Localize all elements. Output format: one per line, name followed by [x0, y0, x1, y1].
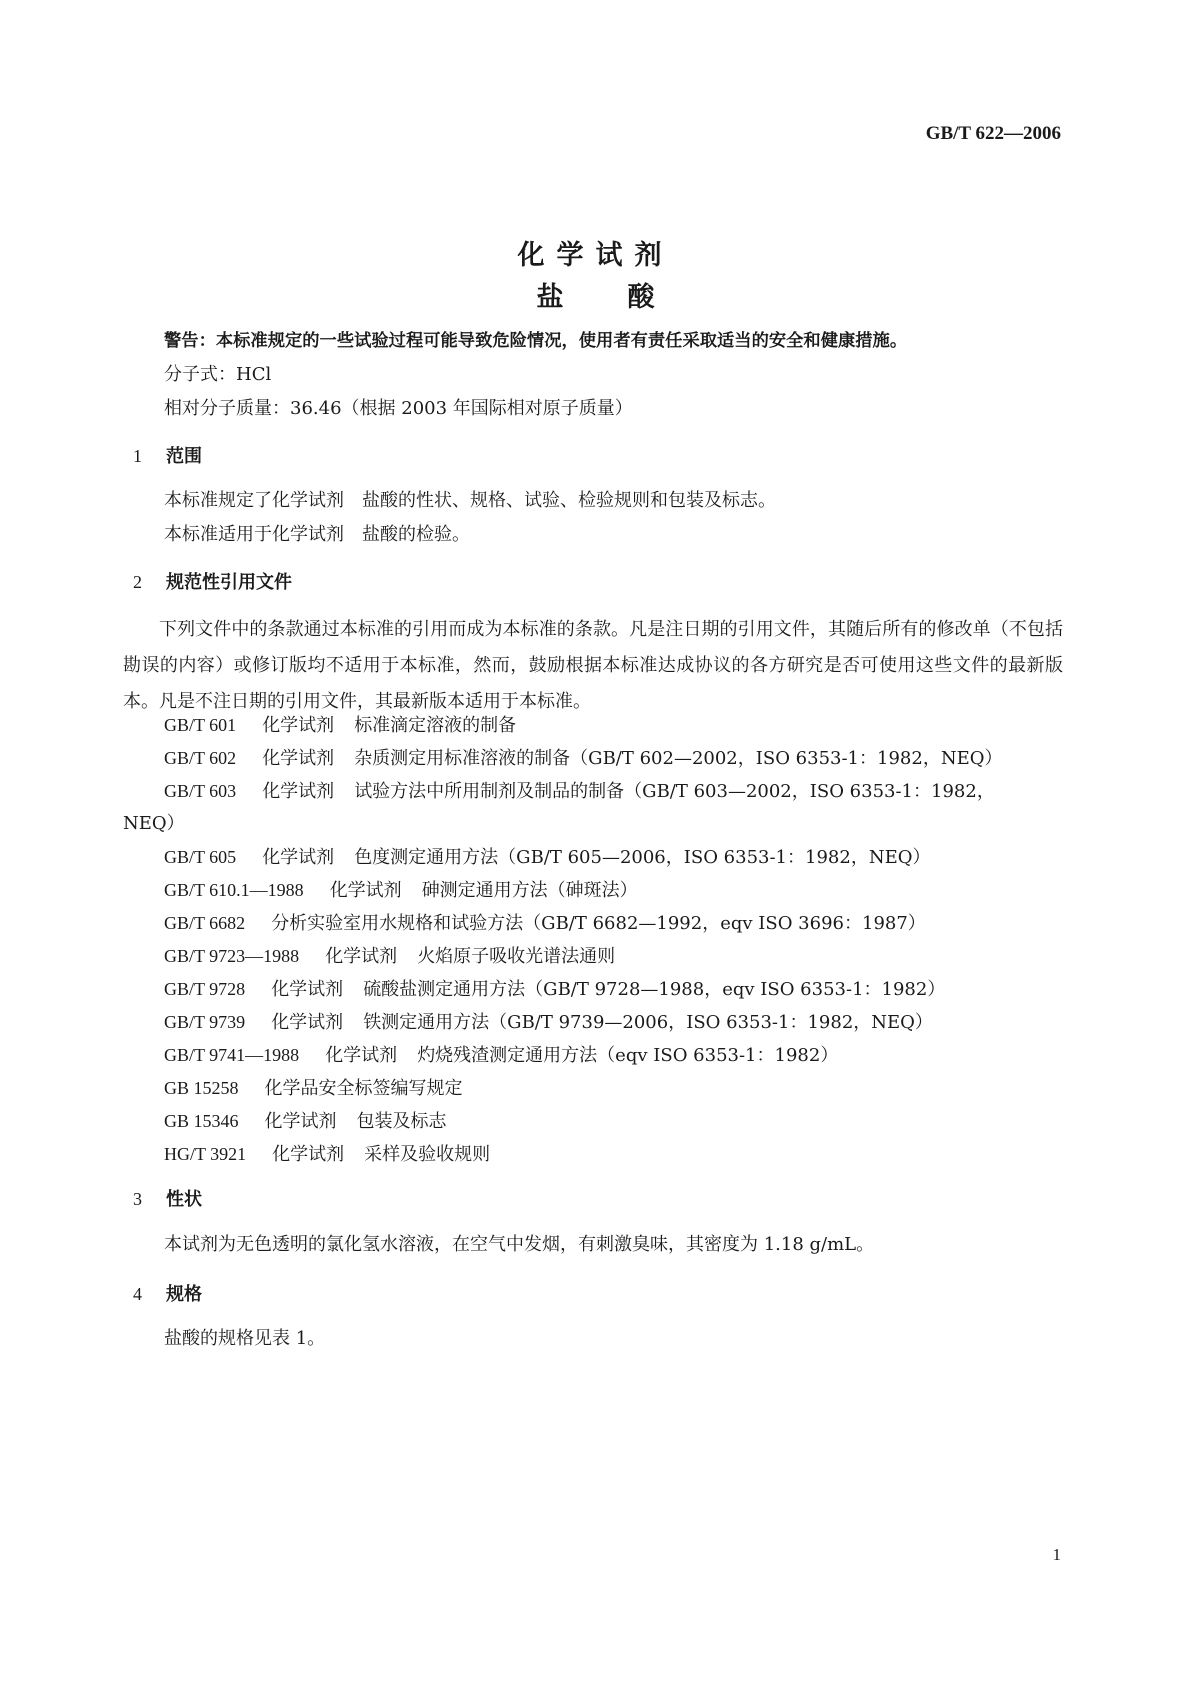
reference-item	[164, 1109, 447, 1134]
section-title: 性状	[166, 1189, 202, 1210]
subtitle-char: 酸	[627, 282, 655, 313]
reference-title: 砷测定通用方法（砷斑法）	[421, 880, 638, 901]
reference-name: 化学试剂	[262, 748, 335, 769]
reference-code: GB/T 6682	[164, 913, 246, 933]
reference-code: GB/T 9741—1988	[164, 1045, 300, 1065]
reference-code: GB 15258	[164, 1078, 239, 1098]
reference-item	[164, 1142, 490, 1167]
reference-item	[164, 779, 995, 804]
reference-title: 采样及验收规则	[364, 1144, 491, 1165]
reference-item	[164, 944, 615, 969]
section-title: 规格	[166, 1284, 202, 1305]
reference-item	[164, 1010, 933, 1035]
section-number: 4	[133, 1284, 142, 1304]
reference-item	[164, 845, 930, 870]
reference-code: GB/T 605	[164, 847, 237, 867]
reference-code: GB/T 601	[164, 715, 237, 735]
reference-code: GB/T 610.1—1988	[164, 880, 304, 900]
reference-item	[164, 713, 516, 738]
reference-code: GB/T 603	[164, 781, 237, 801]
reference-name: 化学试剂	[262, 847, 335, 868]
reference-item	[164, 878, 638, 903]
reference-title: 分析实验室用水规格和试验方法（GB/T 6682—1992，eqv ISO 3696：1987）	[271, 913, 926, 934]
reference-name: 化学试剂	[271, 1012, 344, 1033]
reference-name: 化学试剂	[329, 880, 402, 901]
molecular-formula: 分子式：HCl	[164, 364, 272, 385]
reference-code: GB/T 602	[164, 748, 237, 768]
reference-name: 化学试剂	[272, 1144, 345, 1165]
section-heading-2	[133, 570, 292, 595]
properties-paragraph: 本试剂为无色透明的氯化氢水溶液，在空气中发烟，有刺激臭味，其密度为 1.18 g/mL。	[164, 1234, 875, 1255]
document-subtitle	[0, 275, 1191, 314]
reference-name: 化学试剂	[325, 1045, 398, 1066]
reference-name: 化学试剂	[262, 715, 335, 736]
section-title: 范围	[166, 446, 202, 467]
section-number: 1	[133, 446, 142, 466]
reference-title: 试验方法中所用制剂及制品的制备（GB/T 603—2002，ISO 6353-1：1982，	[354, 781, 995, 802]
section-number: 2	[133, 572, 142, 592]
reference-name: 化学试剂	[325, 946, 398, 967]
reference-code: GB/T 9739	[164, 1012, 246, 1032]
standard-code: GB/T 622—2006	[925, 123, 1061, 144]
normative-intro-paragraph: 下列文件中的条款通过本标准的引用而成为本标准的条款。凡是注日期的引用文件，其随后所有的修改单（不包括勘误的内容）或修订版均不适用于本标准，然而，鼓励根据本标准达成协议的各方研究是否可使用这些文件的最新版本。凡是不注日期的引用文件，其最新版本适用于本标准。	[123, 619, 1063, 712]
section-title: 规范性引用文件	[166, 572, 292, 593]
reference-title: 色度测定通用方法（GB/T 605—2006，ISO 6353-1：1982，NEQ）	[354, 847, 931, 868]
reference-code: HG/T 3921	[164, 1144, 247, 1164]
reference-title: 杂质测定用标准溶液的制备（GB/T 602—2002，ISO 6353-1：1982，NEQ）	[354, 748, 1003, 769]
scope-paragraph-1: 本标准规定了化学试剂 盐酸的性状、规格、试验、检验规则和包装及标志。	[164, 490, 776, 511]
reference-title: 硫酸盐测定通用方法（GB/T 9728—1988，eqv ISO 6353-1：1982）	[363, 979, 946, 1000]
specs-paragraph: 盐酸的规格见表 1。	[164, 1328, 326, 1349]
section-heading-1	[133, 444, 202, 469]
reference-title: 火焰原子吸收光谱法通则	[417, 946, 616, 967]
subtitle-char: 盐	[536, 282, 564, 313]
reference-title: 铁测定通用方法（GB/T 9739—2006，ISO 6353-1：1982，NEQ）	[363, 1012, 933, 1033]
scope-paragraph-2: 本标准适用于化学试剂 盐酸的检验。	[164, 524, 470, 545]
reference-code: GB/T 9723—1988	[164, 946, 300, 966]
section-heading-4	[133, 1282, 202, 1307]
reference-item	[164, 911, 926, 936]
section-heading-3	[133, 1187, 202, 1212]
reference-code: GB/T 9728	[164, 979, 246, 999]
reference-title: 包装及标志	[356, 1111, 447, 1132]
reference-title: 灼烧残渣测定通用方法（eqv ISO 6353-1：1982）	[417, 1045, 839, 1066]
reference-item	[164, 746, 1002, 771]
reference-title: 化学品安全标签编写规定	[264, 1078, 463, 1099]
reference-name: 化学试剂	[264, 1111, 337, 1132]
reference-item	[164, 977, 945, 1002]
reference-code: GB 15346	[164, 1111, 239, 1131]
reference-title: 标准滴定溶液的制备	[354, 715, 517, 736]
reference-name: 化学试剂	[271, 979, 344, 1000]
section-number: 3	[133, 1189, 142, 1209]
molecular-mass: 相对分子质量：36.46（根据 2003 年国际相对原子质量）	[164, 398, 633, 419]
reference-item	[164, 1076, 463, 1101]
warning-text: 警告：本标准规定的一些试验过程可能导致危险情况，使用者有责任采取适当的安全和健康措施。	[164, 331, 908, 351]
reference-name: 化学试剂	[262, 781, 335, 802]
page-number: 1	[1052, 1545, 1061, 1564]
reference-continuation: NEQ）	[123, 813, 185, 834]
reference-item	[164, 1043, 838, 1068]
document-title: 化学试剂	[517, 240, 674, 271]
